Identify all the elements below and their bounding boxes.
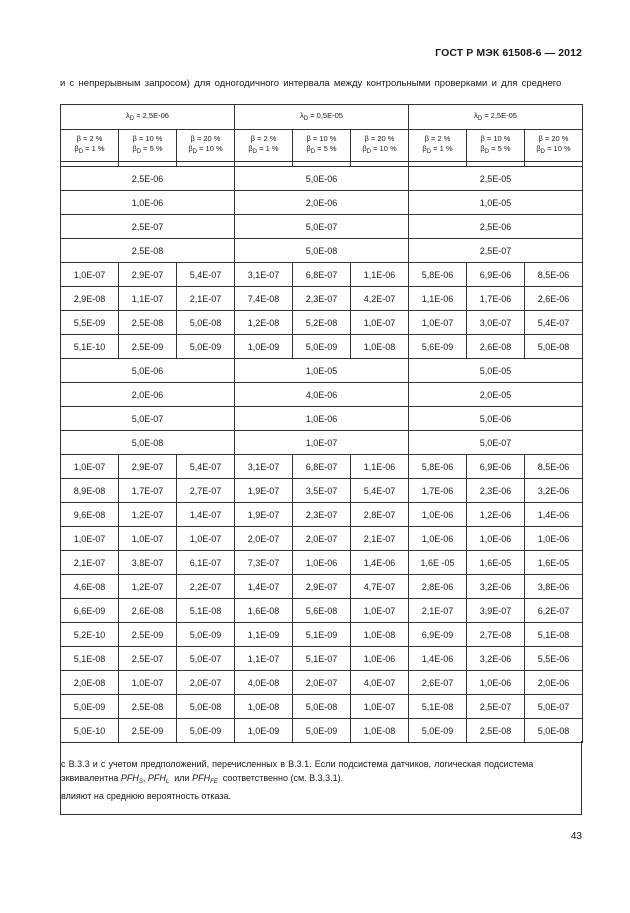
value-cell: 4,7E-07: [351, 575, 409, 599]
value-cell: 5,1E-10: [61, 335, 119, 359]
table-row: [61, 287, 583, 311]
value-cell: 5,0E-07: [177, 647, 235, 671]
value-cell: 2,5E-08: [467, 719, 525, 743]
value-cell: 1,2E-08: [235, 311, 293, 335]
table-row: [61, 623, 583, 647]
value-cell: 8,5E-06: [525, 263, 583, 287]
merged-value-cell: 1,0E-07: [235, 431, 409, 455]
value-cell: 1,0E-09: [235, 335, 293, 359]
probability-table-container: [60, 104, 582, 743]
value-cell: 5,4E-07: [351, 479, 409, 503]
page-number: 43: [570, 831, 582, 842]
value-cell: 1,7E-06: [467, 287, 525, 311]
value-cell: 7,4E-08: [235, 287, 293, 311]
value-cell: 2,9E-07: [119, 455, 177, 479]
value-cell: 2,8E-07: [351, 503, 409, 527]
table-row-merged: [61, 359, 583, 383]
lambda-group-header: $\lambda_D = 0,5E-05$: [235, 105, 409, 130]
value-cell: 3,2E-06: [525, 479, 583, 503]
value-cell: 1,0E-06: [409, 503, 467, 527]
table-row: [61, 263, 583, 287]
table-row: [61, 599, 583, 623]
value-cell: 5,2E-08: [293, 311, 351, 335]
value-cell: 1,9E-07: [235, 503, 293, 527]
value-cell: 1,1E-07: [235, 647, 293, 671]
value-cell: 1,6E-05: [525, 551, 583, 575]
merged-value-cell: 5,0E-07: [61, 407, 235, 431]
value-cell: 1,0E-08: [235, 695, 293, 719]
beta-sub-header: β = 2 % $\beta_D = 1$ %: [235, 130, 293, 162]
value-cell: 2,6E-08: [467, 335, 525, 359]
value-cell: 2,8E-06: [409, 575, 467, 599]
beta-sub-header: β = 20 % $\beta_D = 10$ %: [351, 130, 409, 162]
value-cell: 1,1E-06: [351, 455, 409, 479]
value-cell: 6,9E-09: [409, 623, 467, 647]
table-row: [61, 527, 583, 551]
value-cell: 2,0E-08: [61, 671, 119, 695]
footnote-line-2-suffix: соответственно (см. В.3.3.1).: [222, 773, 344, 783]
value-cell: 2,1E-07: [61, 551, 119, 575]
value-cell: 5,0E-09: [61, 695, 119, 719]
value-cell: 2,3E-06: [467, 479, 525, 503]
value-cell: 5,4E-07: [525, 311, 583, 335]
lambda-group-header: $\lambda_D = 2,5E-05$: [409, 105, 583, 130]
merged-value-cell: 2,5E-06: [409, 215, 583, 239]
value-cell: 5,0E-09: [177, 719, 235, 743]
value-cell: 1,4E-07: [177, 503, 235, 527]
value-cell: 6,1E-07: [177, 551, 235, 575]
value-cell: 2,9E-07: [293, 575, 351, 599]
value-cell: 5,6E-08: [293, 599, 351, 623]
value-cell: 1,2E-07: [119, 575, 177, 599]
merged-value-cell: 4,0E-06: [235, 383, 409, 407]
value-cell: 5,0E-09: [293, 719, 351, 743]
value-cell: 2,0E-06: [525, 671, 583, 695]
value-cell: 5,8E-06: [409, 263, 467, 287]
value-cell: 6,6E-09: [61, 599, 119, 623]
merged-value-cell: 5,0E-06: [61, 359, 235, 383]
table-row: [61, 647, 583, 671]
value-cell: 2,5E-08: [119, 695, 177, 719]
table-row: [61, 479, 583, 503]
value-cell: 2,6E-08: [119, 599, 177, 623]
value-cell: 1,1E-06: [351, 263, 409, 287]
value-cell: 1,4E-06: [351, 551, 409, 575]
value-cell: 5,0E-09: [409, 719, 467, 743]
value-cell: 2,1E-07: [351, 527, 409, 551]
merged-value-cell: 2,0E-05: [409, 383, 583, 407]
merged-value-cell: 1,0E-06: [235, 407, 409, 431]
value-cell: 3,2E-06: [467, 647, 525, 671]
merged-value-cell: 5,0E-06: [409, 407, 583, 431]
value-cell: 5,5E-06: [525, 647, 583, 671]
footnote-line-1: с В.3.3 и с учетом предположений, перечисленных в В.3.1. Если подсистема датчиков, логическая подсистема: [61, 759, 534, 769]
value-cell: 1,0E-09: [235, 719, 293, 743]
value-cell: 3,9E-07: [467, 599, 525, 623]
value-cell: 2,9E-07: [119, 263, 177, 287]
table-row: [61, 551, 583, 575]
value-cell: 5,4E-07: [177, 455, 235, 479]
table-row: [61, 575, 583, 599]
intro-text-line: и с непрерывным запросом) для одногодичного интервала между контрольными проверками и для среднего: [60, 78, 562, 89]
value-cell: 5,0E-09: [177, 335, 235, 359]
value-cell: 2,9E-08: [61, 287, 119, 311]
value-cell: 5,5E-09: [61, 311, 119, 335]
beta-sub-header: β = 20 % $\beta_D = 10$ %: [177, 130, 235, 162]
table-row-merged: [61, 383, 583, 407]
value-cell: 1,9E-07: [235, 479, 293, 503]
value-cell: 8,5E-06: [525, 455, 583, 479]
value-cell: 5,0E-08: [293, 695, 351, 719]
value-cell: 3,5E-07: [293, 479, 351, 503]
value-cell: 1,1E-09: [235, 623, 293, 647]
value-cell: 2,7E-08: [467, 623, 525, 647]
value-cell: 2,0E-07: [293, 527, 351, 551]
value-cell: 1,0E-07: [351, 599, 409, 623]
footnote-line-3: влияют на среднюю вероятность отказа.: [61, 791, 231, 801]
value-cell: 4,0E-08: [235, 671, 293, 695]
value-cell: 1,0E-08: [351, 719, 409, 743]
value-cell: 1,0E-06: [467, 671, 525, 695]
value-cell: 5,0E-08: [525, 719, 583, 743]
value-cell: 1,0E-07: [61, 527, 119, 551]
table-row-merged: [61, 431, 583, 455]
beta-sub-header: β = 10 % $\beta_D = 5$ %: [119, 130, 177, 162]
value-cell: 1,0E-06: [351, 647, 409, 671]
value-cell: 1,0E-07: [119, 527, 177, 551]
merged-value-cell: 5,0E-07: [409, 431, 583, 455]
value-cell: 1,0E-07: [61, 263, 119, 287]
table-row: [61, 695, 583, 719]
value-cell: 1,0E-07: [409, 311, 467, 335]
value-cell: 5,0E-07: [525, 695, 583, 719]
value-cell: 1,1E-07: [119, 287, 177, 311]
merged-value-cell: 2,0E-06: [235, 191, 409, 215]
value-cell: 2,1E-07: [177, 287, 235, 311]
header-row-beta: [61, 130, 583, 162]
table-row-merged: [61, 215, 583, 239]
merged-value-cell: 5,0E-06: [235, 167, 409, 191]
value-cell: 1,0E-07: [61, 455, 119, 479]
table-row-merged: [61, 191, 583, 215]
merged-value-cell: 2,5E-07: [409, 239, 583, 263]
merged-value-cell: 1,0E-06: [61, 191, 235, 215]
value-cell: 4,0E-07: [351, 671, 409, 695]
merged-value-cell: 5,0E-08: [235, 239, 409, 263]
value-cell: 5,0E-08: [177, 695, 235, 719]
value-cell: 1,7E-06: [409, 479, 467, 503]
value-cell: 6,8E-07: [293, 455, 351, 479]
value-cell: 2,5E-09: [119, 335, 177, 359]
value-cell: 2,7E-07: [177, 479, 235, 503]
value-cell: 5,1E-08: [409, 695, 467, 719]
merged-value-cell: 2,5E-08: [61, 239, 235, 263]
value-cell: 1,6E-08: [235, 599, 293, 623]
value-cell: 1,0E-07: [177, 527, 235, 551]
value-cell: 4,2E-07: [351, 287, 409, 311]
table-row: [61, 503, 583, 527]
value-cell: 1,0E-08: [351, 335, 409, 359]
value-cell: 3,1E-07: [235, 455, 293, 479]
value-cell: 5,2E-10: [61, 623, 119, 647]
value-cell: 2,1E-07: [409, 599, 467, 623]
pfh-fe-term: $PFH_{FE}$: [192, 773, 218, 785]
value-cell: 2,3E-07: [293, 287, 351, 311]
table-row: [61, 455, 583, 479]
value-cell: 5,0E-08: [177, 311, 235, 335]
merged-value-cell: 2,0E-06: [61, 383, 235, 407]
merged-value-cell: 1,0E-05: [235, 359, 409, 383]
beta-sub-header: β = 2 % $\beta_D = 1$ %: [61, 130, 119, 162]
value-cell: 1,0E-06: [409, 527, 467, 551]
value-cell: 5,4E-07: [177, 263, 235, 287]
table-row: [61, 719, 583, 743]
value-cell: 8,9E-08: [61, 479, 119, 503]
value-cell: 2,5E-09: [119, 623, 177, 647]
lambda-group-header: $\lambda_D = 2,5E-06$: [61, 105, 235, 130]
pfh-l-term: $PFH_L$: [147, 773, 170, 785]
merged-value-cell: 1,0E-05: [409, 191, 583, 215]
table-row-merged: [61, 239, 583, 263]
value-cell: 6,9E-06: [467, 263, 525, 287]
value-cell: 5,1E-09: [293, 623, 351, 647]
value-cell: 1,0E-06: [525, 527, 583, 551]
value-cell: 6,2E-07: [525, 599, 583, 623]
value-cell: 5,0E-08: [525, 335, 583, 359]
beta-sub-header: β = 20 % $\beta_D = 10$ %: [525, 130, 583, 162]
value-cell: 6,9E-06: [467, 455, 525, 479]
value-cell: 2,2E-07: [177, 575, 235, 599]
value-cell: 1,1E-06: [409, 287, 467, 311]
footnote-line-2: эквивалентна $PFH_S$, $PFH_L$ или $PFH_{FE}$ соответственно (см. В.3.3.1).: [61, 773, 344, 785]
value-cell: 1,0E-08: [351, 623, 409, 647]
footnote-line-2-prefix: эквивалентна: [61, 773, 119, 783]
value-cell: 1,0E-06: [293, 551, 351, 575]
value-cell: 1,0E-06: [467, 527, 525, 551]
value-cell: 2,5E-07: [119, 647, 177, 671]
value-cell: 1,2E-06: [467, 503, 525, 527]
value-cell: 5,8E-06: [409, 455, 467, 479]
value-cell: 1,4E-06: [525, 503, 583, 527]
value-cell: 2,0E-07: [293, 671, 351, 695]
value-cell: 1,2E-07: [119, 503, 177, 527]
value-cell: 5,1E-08: [177, 599, 235, 623]
footnote-or: или: [174, 773, 190, 783]
merged-value-cell: 5,0E-08: [61, 431, 235, 455]
value-cell: 4,6E-08: [61, 575, 119, 599]
value-cell: 5,0E-09: [177, 623, 235, 647]
value-cell: 2,5E-07: [467, 695, 525, 719]
document-standard-id: ГОСТ Р МЭК 61508-6 — 2012: [435, 47, 582, 59]
merged-value-cell: 2,5E-07: [61, 215, 235, 239]
value-cell: 7,3E-07: [235, 551, 293, 575]
table-footnote: [60, 741, 582, 815]
value-cell: 2,3E-07: [293, 503, 351, 527]
table-row: [61, 671, 583, 695]
probability-table: [60, 104, 583, 743]
merged-value-cell: 2,5E-06: [61, 167, 235, 191]
value-cell: 5,0E-09: [293, 335, 351, 359]
value-cell: 2,0E-07: [235, 527, 293, 551]
value-cell: 9,6E-08: [61, 503, 119, 527]
merged-value-cell: 5,0E-05: [409, 359, 583, 383]
value-cell: 1,0E-07: [351, 311, 409, 335]
value-cell: 2,6E-06: [525, 287, 583, 311]
table-row: [61, 335, 583, 359]
beta-sub-header: β = 2 % $\beta_D = 1$ %: [409, 130, 467, 162]
value-cell: 1,6E-05: [467, 551, 525, 575]
value-cell: 1,4E-06: [409, 647, 467, 671]
value-cell: 5,1E-07: [293, 647, 351, 671]
value-cell: 2,0E-07: [177, 671, 235, 695]
merged-value-cell: 2,5E-05: [409, 167, 583, 191]
value-cell: 1,6E -05: [409, 551, 467, 575]
value-cell: 2,5E-08: [119, 311, 177, 335]
merged-value-cell: 5,0E-07: [235, 215, 409, 239]
value-cell: 5,1E-08: [525, 623, 583, 647]
value-cell: 5,1E-08: [61, 647, 119, 671]
header-row-lambda: [61, 105, 583, 130]
value-cell: 3,2E-06: [467, 575, 525, 599]
value-cell: 2,6E-07: [409, 671, 467, 695]
value-cell: 6,8E-07: [293, 263, 351, 287]
value-cell: 2,5E-09: [119, 719, 177, 743]
table-row: [61, 311, 583, 335]
value-cell: 3,8E-07: [119, 551, 177, 575]
value-cell: 1,0E-07: [351, 695, 409, 719]
value-cell: 1,0E-07: [119, 671, 177, 695]
value-cell: 3,0E-07: [467, 311, 525, 335]
beta-sub-header: β = 10 % $\beta_D = 5$ %: [467, 130, 525, 162]
pfh-s-term: $PFH_S$: [120, 773, 143, 785]
value-cell: 5,6E-09: [409, 335, 467, 359]
value-cell: 3,1E-07: [235, 263, 293, 287]
value-cell: 1,4E-07: [235, 575, 293, 599]
table-row-merged: [61, 407, 583, 431]
value-cell: 3,8E-06: [525, 575, 583, 599]
value-cell: 1,7E-07: [119, 479, 177, 503]
beta-sub-header: β = 10 % $\beta_D = 5$ %: [293, 130, 351, 162]
value-cell: 5,0E-10: [61, 719, 119, 743]
table-row-merged: [61, 167, 583, 191]
